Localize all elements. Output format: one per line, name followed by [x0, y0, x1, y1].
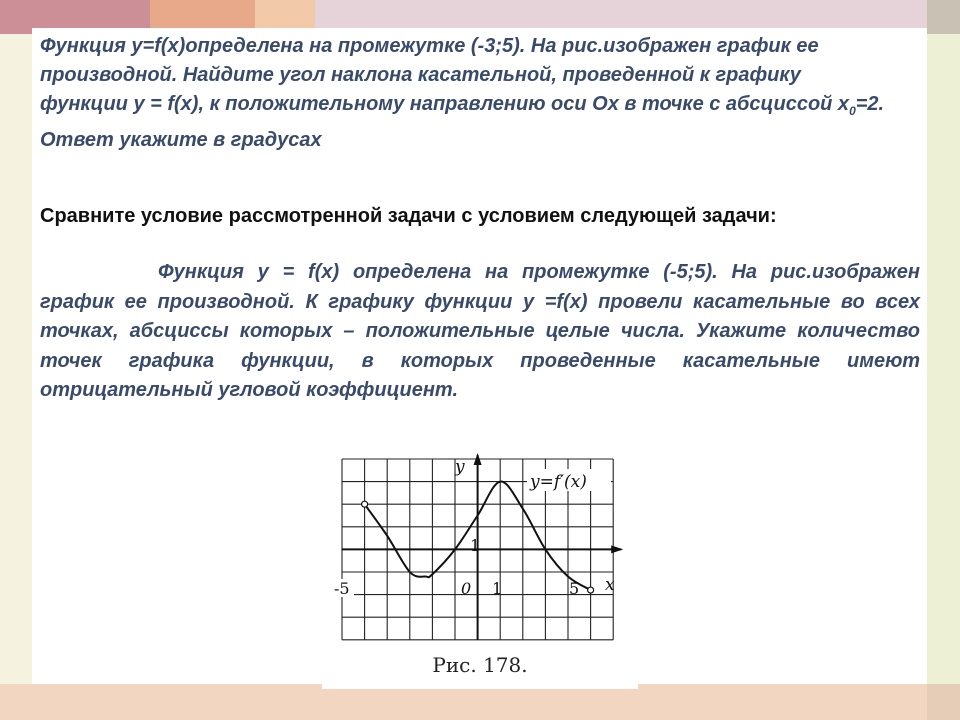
y-axis-label: y — [455, 457, 465, 477]
decor-band — [0, 684, 960, 720]
decor-band — [927, 0, 960, 34]
decor-strip — [0, 34, 32, 684]
decor-strip — [927, 34, 960, 684]
x-axis-arrow — [611, 545, 623, 553]
open-endpoint-left — [362, 501, 368, 507]
tick-label-origin: 0 — [461, 579, 472, 598]
tick-label-y1: 1 — [470, 536, 481, 555]
tick-label-x5: 5 — [569, 579, 580, 598]
subscript-zero: 0 — [849, 104, 856, 118]
compare-text: Сравните условие рассмотренной задачи с условием следующей задачи: — [40, 205, 777, 227]
open-endpoint-right — [588, 587, 594, 593]
task1-text: Функция y=f(x)определена на промежутке (-3;5). На рис.изображен график ее производной. Найдите угол наклона касательной, проведенной к графику функции y = f(x), к положительному направлению оси Ox в точке с абсциссой $x_0=2$. Ответ укажите в градусах — [40, 35, 885, 151]
curve-label: y=f′(x) — [530, 472, 587, 492]
derivative-graph-figure — [322, 453, 638, 689]
derivative-graph — [322, 453, 638, 653]
tick-label-x1: 1 — [492, 579, 503, 598]
task2-text: Функция y = f(x) определена на промежутке (-5;5). На рис.изображен график ее производной. К графику функции y =f(x) провели касательные во всех точках, абсциссы которых – положительные целые числа. Укажите количество точек графика функции, в которых проведенные касательные имеют отрицательный угловой коэффициент. — [40, 261, 920, 401]
slide-content — [32, 28, 927, 684]
x-axis-label: x — [605, 575, 615, 595]
figure-caption: Рис. 178. — [432, 653, 528, 677]
tick-label-neg5: -5 — [334, 579, 350, 598]
